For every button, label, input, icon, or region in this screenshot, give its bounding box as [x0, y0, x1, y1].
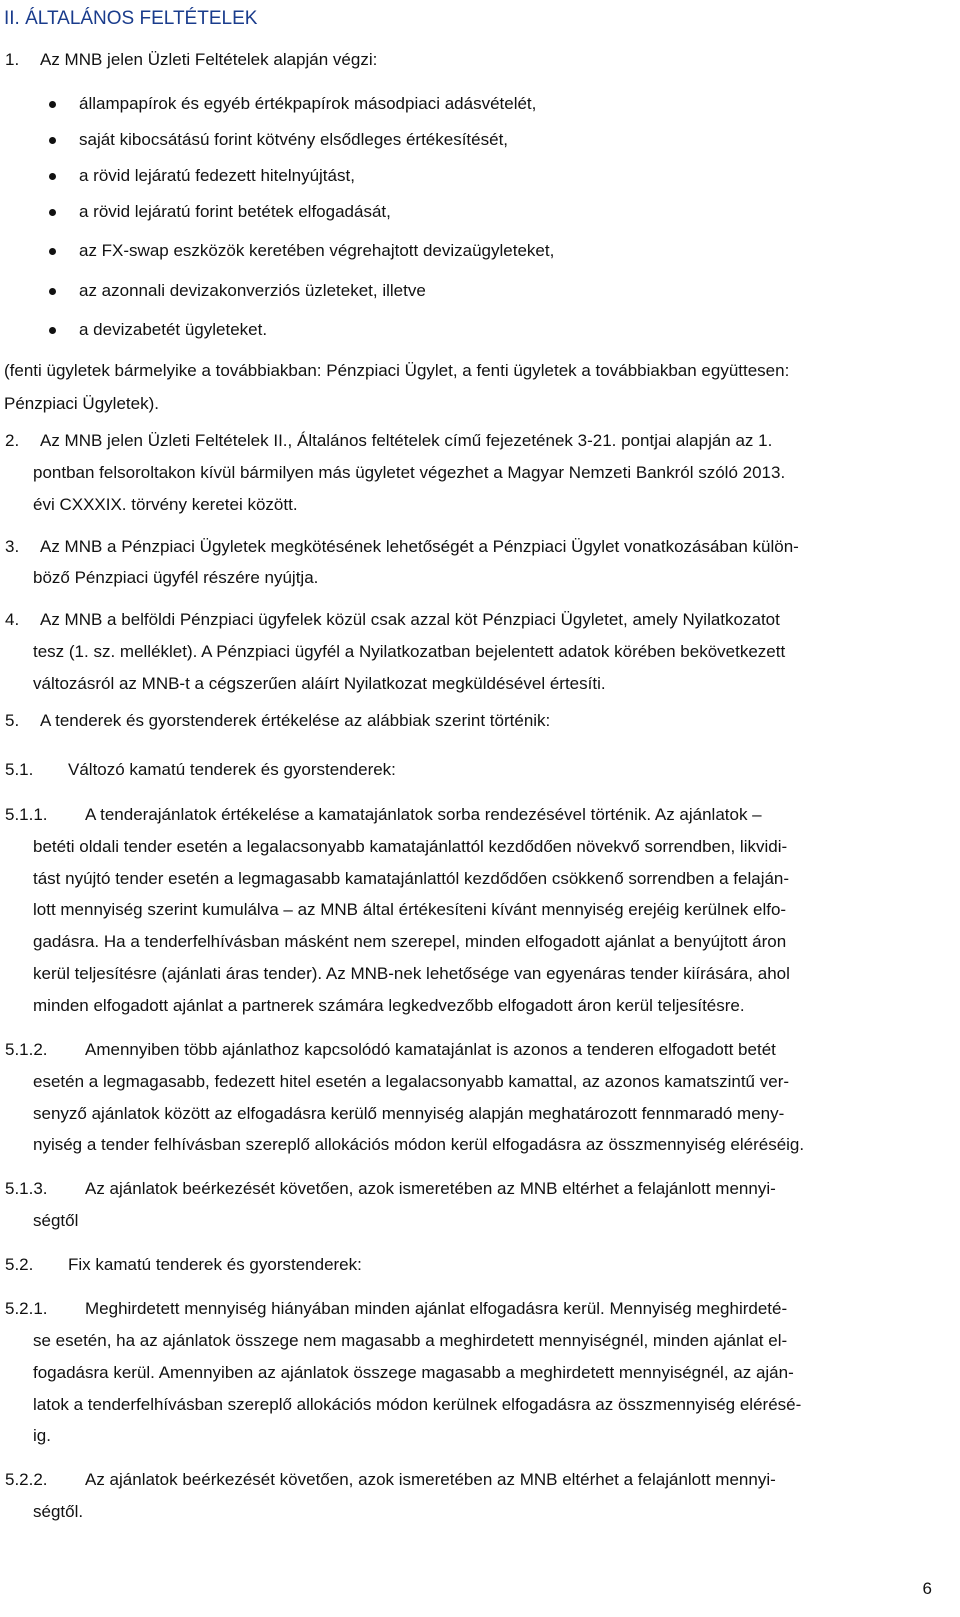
item-4-line: Az MNB a belföldi Pénzpiaci ügyfelek közül csak azzal köt Pénzpiaci Ügyletet, amely Nyilatkozatot — [40, 610, 780, 629]
item-3-line: Az MNB a Pénzpiaci Ügyletek megkötésének lehetőségét a Pénzpiaci Ügylet vonatkozásában külön- — [40, 537, 799, 556]
bullet-icon — [49, 248, 56, 255]
item-5-2-1-line: fogadásra kerül. Amennyiben az ajánlatok összege magasabb a meghirdetett mennyiségnél, az aján- — [33, 1363, 794, 1382]
item-1-note-line: (fenti ügyletek bármelyike a továbbiakban: Pénzpiaci Ügylet, a fenti ügyletek a továbbiakban együttesen: — [4, 361, 790, 380]
item-4-line: változásról az MNB-t a cégszerűen aláírt Nyilatkozat megküldésével értesíti. — [33, 674, 606, 693]
section-heading: II. ÁLTALÁNOS FELTÉTELEK — [4, 8, 258, 29]
item-5-1-3-number: 5.1.3. — [5, 1179, 48, 1198]
bullet-icon — [49, 173, 56, 180]
item-4-line: tesz (1. sz. melléklet). A Pénzpiaci ügyfél a Nyilatkozatban bejelentett adatok körében bekövetkezett — [33, 642, 786, 661]
item-5-2-1-line: Meghirdetett mennyiség hiányában minden ajánlat elfogadásra kerül. Mennyiség meghirdeté- — [85, 1299, 788, 1318]
item-5-1-number: 5.1. — [5, 760, 34, 779]
bullet-item: a rövid lejáratú forint betétek elfogadását, — [79, 202, 391, 221]
item-5-1-1-line: A tenderajánlatok értékelése a kamatajánlatok sorba rendezésével történik. Az ajánlatok – — [85, 805, 762, 824]
item-5-2-2-line: Az ajánlatok beérkezését követően, azok ismeretében az MNB eltérhet a felajánlott mennyi- — [85, 1470, 776, 1489]
item-2-number: 2. — [5, 431, 20, 450]
item-5-text: A tenderek és gyorstenderek értékelése az alábbiak szerint történik: — [40, 711, 551, 730]
item-4-number: 4. — [5, 610, 20, 629]
item-5-1-1-line: gadásra. Ha a tenderfelhívásban másként nem szerepel, minden elfogadott ajánlat a benyújtott áron — [33, 932, 787, 951]
item-5-1-1-number: 5.1.1. — [5, 805, 48, 824]
item-5-1-1-line: kerül teljesítésre (ajánlati áras tender). Az MNB-nek lehetősége van egyenáras tender kiírására, ahol — [33, 964, 790, 983]
bullet-item: a devizabetét ügyleteket. — [79, 320, 268, 339]
item-5-2-number: 5.2. — [5, 1255, 34, 1274]
item-5-1-3-line: ségtől — [33, 1211, 79, 1230]
item-3-number: 3. — [5, 537, 20, 556]
item-5-1-3-line: Az ajánlatok beérkezését követően, azok ismeretében az MNB eltérhet a felajánlott mennyi- — [85, 1179, 776, 1198]
bullet-icon — [49, 101, 56, 108]
item-5-number: 5. — [5, 711, 20, 730]
item-5-1-2-line: esetén a legmagasabb, fedezett hitel esetén a legalacsonyabb kamattal, az azonos kamatszintű ver- — [33, 1072, 790, 1091]
bullet-icon — [49, 327, 56, 334]
item-5-1-2-number: 5.1.2. — [5, 1040, 48, 1059]
item-5-1-1-line: tást nyújtó tender esetén a legmagasabb kamatajánlattól kezdődően csökkenő sorrendben a felaján- — [33, 869, 790, 888]
item-5-2-1-line: ig. — [33, 1426, 51, 1445]
item-5-2-1-line: latok a tenderfelhívásban szereplő allokációs módon kerülnek elfogadásra az összmennyiség elérésé- — [33, 1395, 802, 1414]
item-5-2-2-line: ségtől. — [33, 1502, 84, 1521]
bullet-item: saját kibocsátású forint kötvény elsődleges értékesítését, — [79, 130, 509, 149]
bullet-icon — [49, 288, 56, 295]
item-3-line: böző Pénzpiaci ügyfél részére nyújtja. — [33, 568, 319, 587]
bullet-item: az azonnali devizakonverziós üzleteket, illetve — [79, 281, 426, 300]
bullet-icon — [49, 137, 56, 144]
item-2-line: Az MNB jelen Üzleti Feltételek II., Általános feltételek című fejezetének 3-21. pontjai alapján az 1. — [40, 431, 773, 450]
item-1-number: 1. — [5, 50, 20, 69]
bullet-item: a rövid lejáratú fedezett hitelnyújtást, — [79, 166, 355, 185]
bullet-item: az FX-swap eszközök keretében végrehajtott devizaügyleteket, — [79, 241, 555, 260]
item-5-2-1-number: 5.2.1. — [5, 1299, 48, 1318]
item-5-1-text: Változó kamatú tenderek és gyorstenderek: — [68, 760, 396, 779]
item-5-1-2-line: Amennyiben több ajánlathoz kapcsolódó kamatajánlat is azonos a tenderen elfogadott betét — [85, 1040, 776, 1059]
item-5-1-2-line: senyző ajánlatok között az elfogadásra kerülő mennyiség alapján meghatározott fennmaradó meny- — [33, 1104, 785, 1123]
item-5-1-1-line: minden elfogadott ajánlat a partnerek számára legkedvezőbb elfogadott áron kerül teljesítésre. — [33, 996, 745, 1015]
item-5-1-2-line: nyiség a tender felhívásban szereplő allokációs módon kerül elfogadásra az összmennyiség eléréséig. — [33, 1135, 805, 1154]
item-1-note-line: Pénzpiaci Ügyletek). — [4, 394, 159, 413]
bullet-item: állampapírok és egyéb értékpapírok másodpiaci adásvételét, — [79, 94, 537, 113]
item-5-2-1-line: se esetén, ha az ajánlatok összege nem magasabb a meghirdetett mennyiségnél, minden ajánlat el- — [33, 1331, 788, 1350]
item-5-1-1-line: betéti oldali tender esetén a legalacsonyabb kamatajánlattól kezdődően növekvő sorrendben, likvidi- — [33, 837, 788, 856]
item-2-line: pontban felsoroltakon kívül bármilyen más ügyletet végezhet a Magyar Nemzeti Bankról szóló 2013. — [33, 463, 786, 482]
item-5-2-2-number: 5.2.2. — [5, 1470, 48, 1489]
item-5-2-text: Fix kamatú tenderek és gyorstenderek: — [68, 1255, 362, 1274]
item-2-line: évi CXXXIX. törvény keretei között. — [33, 495, 298, 514]
item-1-intro: Az MNB jelen Üzleti Feltételek alapján végzi: — [40, 50, 378, 69]
page-number: 6 — [922, 1579, 932, 1598]
item-5-1-1-line: lott mennyiség szerint kumulálva – az MNB által értékesíteni kívánt mennyiség erejéig kerülnek elfo- — [33, 900, 787, 919]
bullet-icon — [49, 209, 56, 216]
